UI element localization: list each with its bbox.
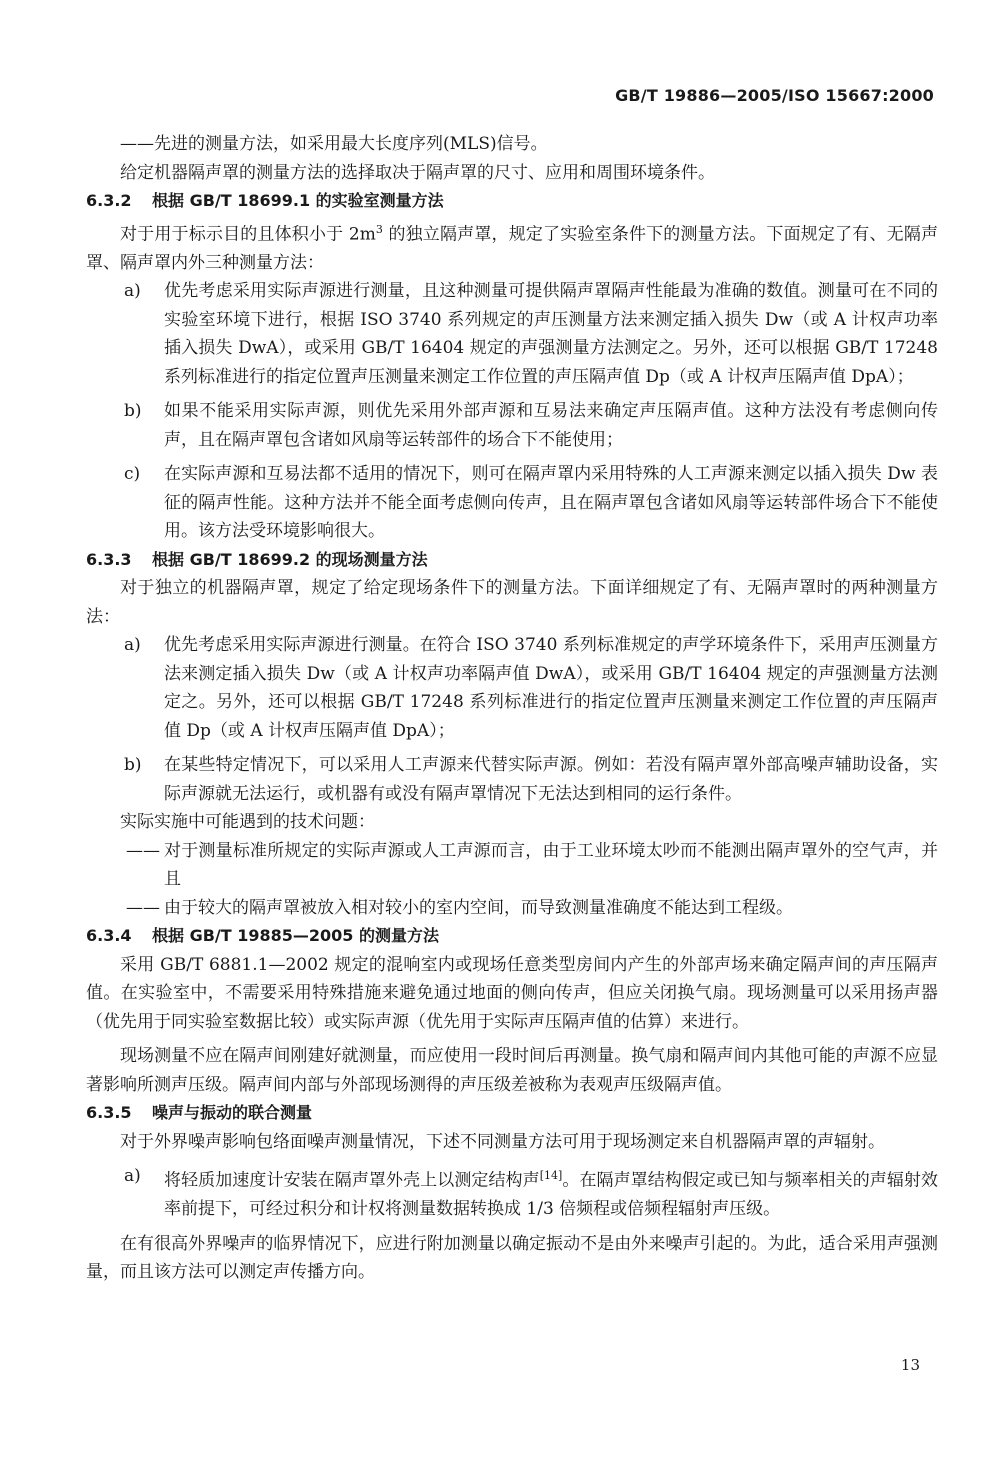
text: 对于用于标示目的且体积小于 2m — [120, 224, 376, 245]
section-number: 6.3.3 — [86, 549, 132, 569]
section-title: 根据 GB/T 18699.1 的实验室测量方法 — [152, 191, 444, 210]
list-text: 优先考虑采用实际声源进行测量，且这种测量可提供隔声罩隔声性能最为准确的数值。测量可在不同的实验室环境下进行，根据 ISO 3740 系列规定的声压测量方法来测定插入损失 Dw（或 A 计权声功率插入损失 DwA），或采用 GB/T 16404 规定的声强测量方法测定之。另外，还可以根据 GB/T 17248 系列标准进行的指定位置声压测量来测定工作位置的声压隔声值 Dp（或 A 计权声压隔声值 DpA）； — [164, 281, 938, 387]
section-number: 6.3.4 — [86, 926, 132, 946]
list-label: a) — [124, 1166, 141, 1187]
paragraph — [86, 216, 938, 278]
list-label: c) — [124, 464, 141, 485]
section-title: 噪声与振动的联合测量 — [152, 1103, 313, 1123]
list-text: 在某些特定情况下，可以采用人工声源来代替实际声源。例如：若没有隔声罩外部高噪声辅助设备，实际声源就无法运行，或机器有或没有隔声罩情况下无法达到相同的运行条件。 — [164, 755, 938, 804]
dash-marker: —— — [126, 840, 160, 861]
list-text: 如果不能采用实际声源，则优先采用外部声源和互易法来确定声压隔声值。这种方法没有考虑侧向传声，且在隔声罩包含诸如风扇等运转部件的场合下不能使用； — [164, 401, 938, 450]
list-text: 。在隔声罩结构假定或已知与频率相关的声辐射效率前提下，可经过积分和计权将测量数据转换成 1/3 倍频程或倍频程辐射声压级。 — [164, 1170, 938, 1220]
list-text: 将轻质加速度计安装在隔声罩外壳上以测定结构声 — [164, 1170, 540, 1191]
section-number: 6.3.2 — [86, 191, 132, 210]
list-item — [86, 397, 938, 454]
paragraph: 给定机器隔声罩的测量方法的选择取决于隔声罩的尺寸、应用和周围环境条件。 — [120, 162, 715, 183]
list-item — [86, 631, 938, 745]
superscript: 3 — [375, 222, 383, 236]
list-text: 优先考虑采用实际声源进行测量。在符合 ISO 3740 系列标准规定的声学环境条件下，采用声压测量方法来测定插入损失 Dw（或 A 计权声功率隔声值 DwA），或采用 GB/T 16404 规定的声强测量方法测定之。另外，还可以根据 GB/T 17248 系列标准进行的指定位置声压测量来测定工作位置的声压隔声值 Dp（或 A 计权声压隔声值 DpA）； — [164, 635, 938, 741]
reference-marker: [14] — [539, 1169, 563, 1183]
list-item — [86, 277, 938, 391]
paragraph: 在有很高外界噪声的临界情况下，应进行附加测量以确定振动不是由外来噪声引起的。为此，适合采用声强测量，而且该方法可以测定声传播方向。 — [86, 1233, 938, 1283]
page-number: 13 — [900, 1356, 920, 1374]
section-heading-6-3-2 — [86, 187, 938, 216]
paragraph: 实际实施中可能遇到的技术问题： — [120, 812, 375, 833]
section-heading-6-3-3 — [86, 546, 938, 575]
section-heading-6-3-5 — [86, 1099, 938, 1128]
body-content — [86, 130, 938, 1287]
standard-header: GB/T 19886—2005/ISO 15667:2000 — [615, 86, 934, 105]
section-title: 根据 GB/T 18699.2 的现场测量方法 — [152, 549, 428, 569]
section-title: 根据 GB/T 19885—2005 的测量方法 — [152, 926, 439, 946]
section-number: 6.3.5 — [86, 1103, 132, 1123]
list-item — [86, 460, 938, 546]
list-label: b) — [124, 755, 142, 776]
dash-text: 对于测量标准所规定的实际声源或人工声源而言，由于工业环境太吵而不能测出隔声罩外的空气声，并且 — [164, 840, 938, 890]
paragraph: 采用 GB/T 6881.1—2002 规定的混响室内或现场任意类型房间内产生的外部声场来确定隔声间的声压隔声值。在实验室中，不需要采用特殊措施来避免通过地面的侧向传声，但应关闭换气扇。现场测量可以采用扬声器（优先用于同实验室数据比较）或实际声源（优先用于实际声压隔声值的估算）来进行。 — [86, 954, 938, 1032]
dash-item — [86, 837, 938, 894]
list-text: 在实际声源和互易法都不适用的情况下，则可在隔声罩内采用特殊的人工声源来测定以插入损失 Dw 表征的隔声性能。这种方法并不能全面考虑侧向传声，且在隔声罩包含诸如风扇等运转部件场合下不能使用。该方法受环境影响很大。 — [164, 464, 938, 542]
dash-text: 由于较大的隔声罩被放入相对较小的室内空间，而导致测量准确度不能达到工程级。 — [164, 897, 793, 918]
paragraph: 现场测量不应在隔声间刚建好就测量，而应使用一段时间后再测量。换气扇和隔声间内其他可能的声源不应显著影响所测声压级。隔声间内部与外部现场测得的声压级差被称为表观声压级隔声值。 — [86, 1046, 938, 1095]
list-label: b) — [124, 401, 142, 422]
paragraph: 对于独立的机器隔声罩，规定了给定现场条件下的测量方法。下面详细规定了有、无隔声罩时的两种测量方法： — [86, 578, 938, 627]
list-item — [86, 1162, 938, 1224]
paragraph: 对于外界噪声影响包络面噪声测量情况，下述不同测量方法可用于现场测定来自机器隔声罩的声辐射。 — [120, 1131, 885, 1152]
paragraph: ——先进的测量方法，如采用最大长度序列(MLS)信号。 — [120, 134, 548, 154]
list-label: a) — [124, 281, 141, 302]
dash-marker: —— — [126, 897, 160, 918]
dash-item — [86, 894, 938, 923]
list-label: a) — [124, 635, 141, 656]
section-heading-6-3-4 — [86, 922, 938, 951]
list-item — [86, 751, 938, 808]
text: 的独立隔声罩，规定了实验室条件下的测量方法。下面规定了有、无隔声罩、隔声罩内外三种测量方法： — [86, 224, 939, 273]
